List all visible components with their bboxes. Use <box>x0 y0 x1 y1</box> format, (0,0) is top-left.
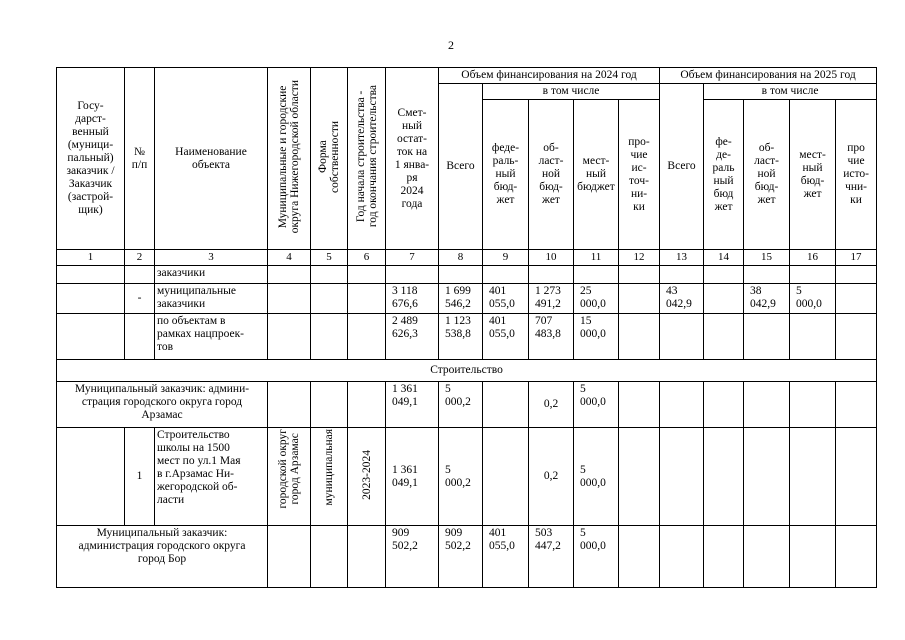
header-funding-2025: Объем финансирования на 2025 год <box>660 68 877 84</box>
column-number: 17 <box>836 250 877 266</box>
header-including-2025: в том числе <box>704 84 877 100</box>
page-number: 2 <box>448 38 454 52</box>
value-cell: 1 361 049,1 <box>386 428 439 526</box>
header-remaining: Смет- ный остат- ток на 1 янва- ря 2024 года <box>386 68 439 250</box>
object-name-cell: по объектам в рамках нацпроек- тов <box>155 314 268 360</box>
value-cell: 15 000,0 <box>574 314 619 360</box>
row-number-cell: 1 <box>125 428 155 526</box>
value-cell: 401 055,0 <box>483 314 529 360</box>
header-other-2025: про чие исто- чни- ки <box>836 100 877 250</box>
value-cell: 707 483,8 <box>529 314 574 360</box>
value-cell: 5 000,0 <box>574 526 619 588</box>
column-number-row <box>57 250 877 266</box>
header-total-2024: Всего <box>439 84 483 250</box>
header-regional-2024: об- ласт- ной бюд- жет <box>529 100 574 250</box>
table-row <box>57 284 877 314</box>
header-ownership: Форма собственности <box>311 68 348 250</box>
header-object-name: Наименование объекта <box>155 68 268 250</box>
column-number: 6 <box>348 250 386 266</box>
column-number: 8 <box>439 250 483 266</box>
value-cell: 1 361 049,1 <box>386 382 439 428</box>
header-federal-2025: фе- де- раль ный бюд жет <box>704 100 744 250</box>
header-local-2025: мест- ный бюд- жет <box>790 100 836 250</box>
column-number: 15 <box>744 250 790 266</box>
value-cell: 503 447,2 <box>529 526 574 588</box>
header-local-2024: мест- ный бюджет <box>574 100 619 250</box>
value-cell: 1 123 538,8 <box>439 314 483 360</box>
customer-cell: Муниципальный заказчик: админи- страция городского округа город Арзамас <box>57 382 268 428</box>
value-cell: 25 000,0 <box>574 284 619 314</box>
value-cell: 2 489 626,3 <box>386 314 439 360</box>
value-cell: 43 042,9 <box>660 284 704 314</box>
header-years: Год начала строительства - год окончания строительства <box>348 68 386 250</box>
column-number: 1 <box>57 250 125 266</box>
column-number: 3 <box>155 250 268 266</box>
column-number: 11 <box>574 250 619 266</box>
object-name-cell: муниципальные заказчики <box>155 284 268 314</box>
object-name-cell: заказчики <box>155 266 268 284</box>
header-customer: Госу- дарст- венный (муници- пальный) заказчик / Заказчик (застрой- щик) <box>57 68 125 250</box>
header-num: № п/п <box>125 68 155 250</box>
value-cell: 5 000,0 <box>574 382 619 428</box>
municipality-cell: городской округ город Арзамас <box>268 428 311 526</box>
column-number: 13 <box>660 250 704 266</box>
row-number-cell: - <box>125 284 155 314</box>
value-cell: 909 502,2 <box>386 526 439 588</box>
value-cell: 0,2 <box>529 382 574 428</box>
header-regional-2025: об- ласт- ной бюд- жет <box>744 100 790 250</box>
column-number: 7 <box>386 250 439 266</box>
header-other-2024: про- чие ис- точ- ни- ки <box>619 100 660 250</box>
section-row <box>57 360 877 382</box>
table-row <box>57 266 877 284</box>
table-row <box>57 314 877 360</box>
column-number: 14 <box>704 250 744 266</box>
value-cell: 1 273 491,2 <box>529 284 574 314</box>
header-municipality: Муниципальные и городские округа Нижегородской области <box>268 68 311 250</box>
column-number: 4 <box>268 250 311 266</box>
value-cell: 1 699 546,2 <box>439 284 483 314</box>
years-cell: 2023-2024 <box>348 428 386 526</box>
value-cell: 5 000,0 <box>574 428 619 526</box>
value-cell: 38 042,9 <box>744 284 790 314</box>
value-cell: 401 055,0 <box>483 284 529 314</box>
header-federal-2024: феде- раль- ный бюд- жет <box>483 100 529 250</box>
value-cell: 0,2 <box>529 428 574 526</box>
column-number: 9 <box>483 250 529 266</box>
customer-cell: Муниципальный заказчик: администрация городского округа город Бор <box>57 526 268 588</box>
table-row <box>57 526 877 588</box>
value-cell: 401 055,0 <box>483 526 529 588</box>
column-number: 2 <box>125 250 155 266</box>
value-cell: 5 000,0 <box>790 284 836 314</box>
ownership-cell: муниципальная <box>311 428 348 526</box>
value-cell: 5 000,2 <box>439 382 483 428</box>
value-cell: 909 502,2 <box>439 526 483 588</box>
object-name-cell: Строительство школы на 1500 мест по ул.1 Мая в г.Арзамас Ни- жегородской об- ласти <box>155 428 268 526</box>
table-row <box>57 428 877 526</box>
column-number: 12 <box>619 250 660 266</box>
column-number: 10 <box>529 250 574 266</box>
section-title: Строительство <box>57 360 877 382</box>
header-total-2025: Всего <box>660 84 704 250</box>
column-number: 5 <box>311 250 348 266</box>
value-cell: 5 000,2 <box>439 428 483 526</box>
column-number: 16 <box>790 250 836 266</box>
header-funding-2024: Объем финансирования на 2024 год <box>439 68 660 84</box>
header-including-2024: в том числе <box>483 84 660 100</box>
table-row <box>57 382 877 428</box>
value-cell: 3 118 676,6 <box>386 284 439 314</box>
financing-table <box>56 67 877 588</box>
